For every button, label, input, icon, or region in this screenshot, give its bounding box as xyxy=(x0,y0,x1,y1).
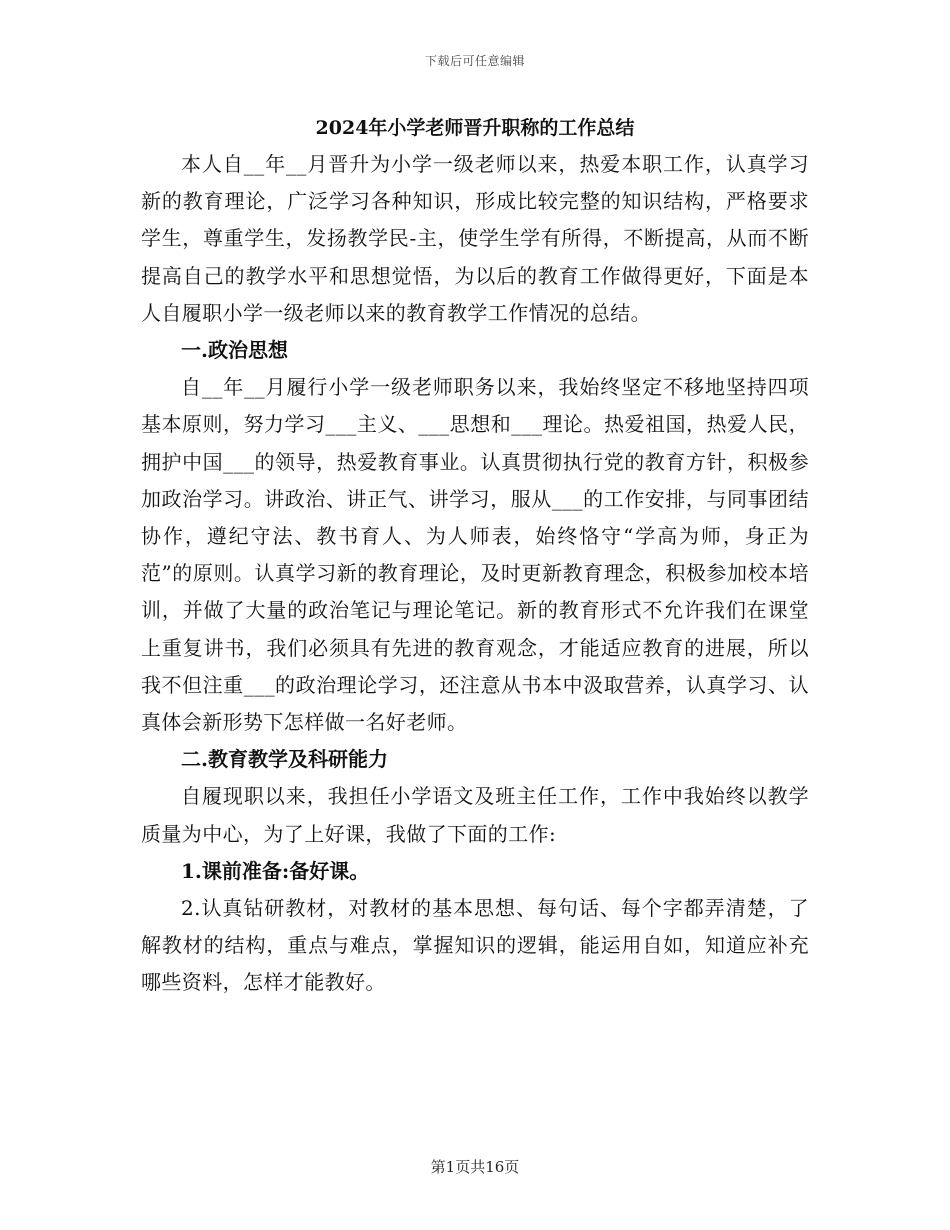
section-1-paragraph: 自__年__月履行小学一级老师职务以来，我始终坚定不移地坚持四项基本原则，努力学习___主义、___思想和___理论。热爱祖国，热爱人民，拥护中国___的领导，热爱教育事业。认真贯彻执行党的教育方针，积极参加政治学习。讲政治、讲正气、讲学习，服从___的工作安排，与同事团结协作，遵纪守法、教书育人、为人师表，始终恪守“学高为师，身正为范”的原则。认真学习新的教育理论，及时更新教育理念，积极参加校本培训，并做了大量的政治笔记与理论笔记。新的教育形式不允许我们在课堂上重复讲书，我们必须具有先进的教育观念，才能适应教育的进展，所以我不但注重___的政治理论学习，还注意从书本中汲取营养，认真学习、认真体会新形势下怎样做一名好老师。 xyxy=(141,375,809,735)
section-2-heading: 二.教育教学及科研能力 xyxy=(181,747,388,772)
section-1-heading: 一.政治思想 xyxy=(181,338,288,363)
section-2-paragraph-2: 2.认真钻研教材，对教材的基本思想、每句话、每个字都弄清楚，了解教材的结构，重点与难点，掌握知识的逻辑，能运用自如，知道应补充哪些资料，怎样才能教好。 xyxy=(141,896,809,995)
document-title: 2024年小学老师晋升职称的工作总结 xyxy=(315,117,635,139)
section-2-paragraph: 自履现职以来，我担任小学语文及班主任工作，工作中我始终以教学质量为中心，为了上好课，我做了下面的工作: xyxy=(141,784,809,846)
page-number-footer: 第1页共16页 xyxy=(430,1158,520,1176)
document-body xyxy=(141,112,809,1002)
section-2-subheading-1: 1.课前准备:备好课。 xyxy=(181,858,370,883)
intro-paragraph: 本人自__年__月晋升为小学一级老师以来，热爱本职工作，认真学习新的教育理论，广泛学习各种知识，形成比较完整的知识结构，严格要求学生，尊重学生，发扬教学民-主，使学生学有所得，不断提高，从而不断提高自己的教学水平和思想觉悟，为以后的教育工作做得更好，下面是本人自履职小学一级老师以来的教育教学工作情况的总结。 xyxy=(141,152,809,325)
header-note: 下载后可任意编辑 xyxy=(424,54,525,68)
